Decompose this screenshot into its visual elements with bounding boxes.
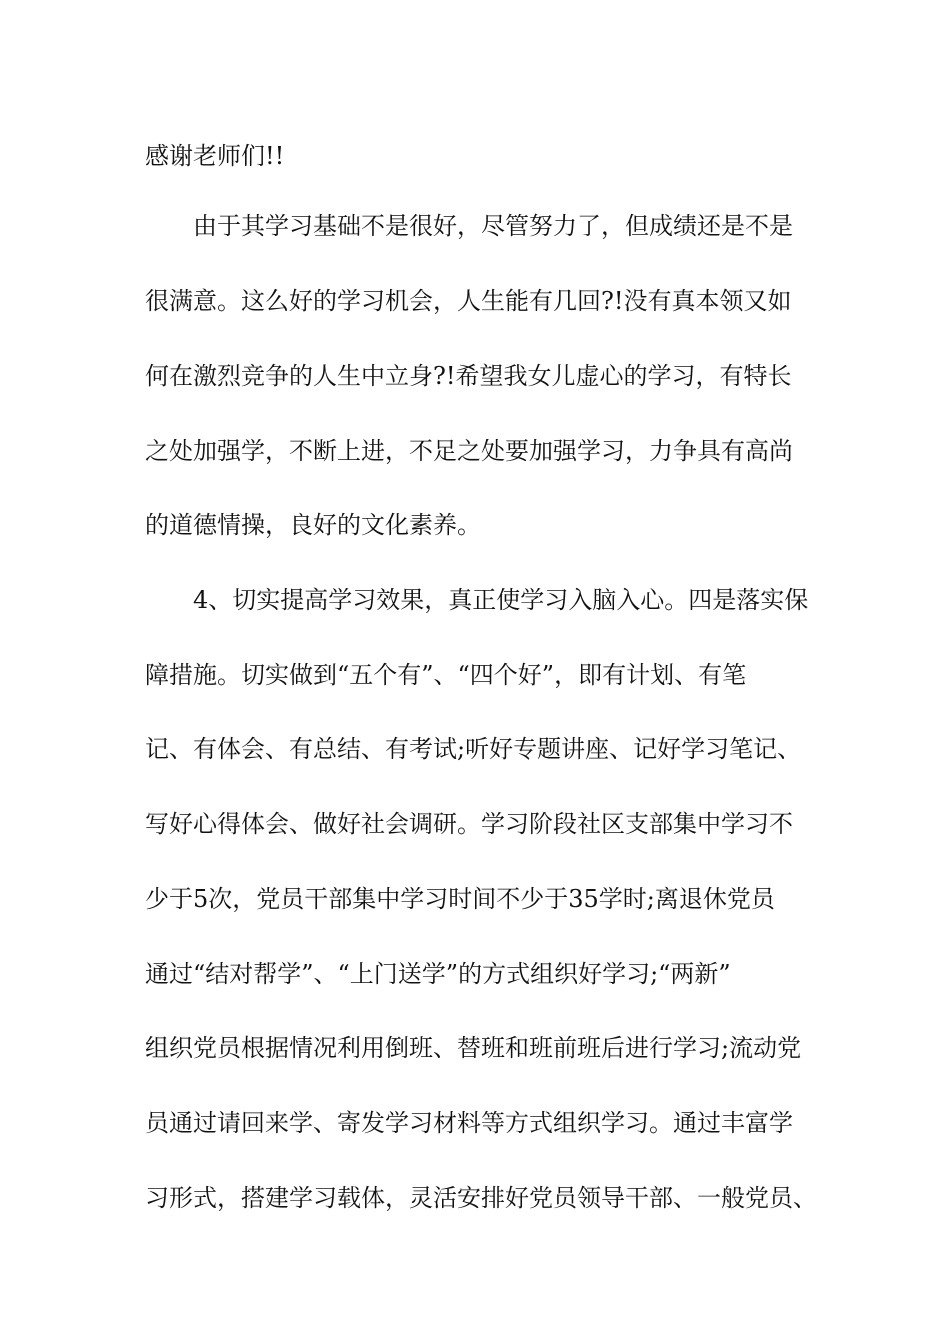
text-line-4: 何在激烈竞争的人生中立身?!希望我女儿虚心的学习，有特长 <box>145 362 792 390</box>
text-line-1: 感谢老师们!! <box>145 142 285 170</box>
text-line-8: 障措施。切实做到“五个有”、“四个好”，即有计划、有笔 <box>145 661 747 689</box>
text-line-3: 很满意。这么好的学习机会，人生能有几回?!没有真本领又如 <box>145 287 792 315</box>
text-line-11: 少于5次，党员干部集中学习时间不少于35学时;离退休党员 <box>145 885 775 913</box>
text-line-14: 员通过请回来学、寄发学习材料等方式组织学习。通过丰富学 <box>145 1109 793 1137</box>
text-line-9: 记、有体会、有总结、有考试;听好专题讲座、记好学习笔记、 <box>145 735 802 763</box>
text-line-10: 写好心得体会、做好社会调研。学习阶段社区支部集中学习不 <box>145 810 793 838</box>
text-line-6: 的道德情操，良好的文化素养。 <box>145 511 481 539</box>
text-line-13: 组织党员根据情况利用倒班、替班和班前班后进行学习;流动党 <box>145 1034 802 1062</box>
text-line-5: 之处加强学，不断上进，不足之处要加强学习，力争具有高尚 <box>145 437 793 465</box>
text-line-12: 通过“结对帮学”、“上门送学”的方式组织好学习;“两新” <box>145 960 731 988</box>
text-line-2: 由于其学习基础不是很好，尽管努力了，但成绩还是不是 <box>193 212 793 240</box>
text-line-7: 4、切实提高学习效果，真正使学习入脑入心。四是落实保 <box>193 586 809 614</box>
text-line-15: 习形式，搭建学习载体，灵活安排好党员领导干部、一般党员、 <box>145 1184 817 1212</box>
